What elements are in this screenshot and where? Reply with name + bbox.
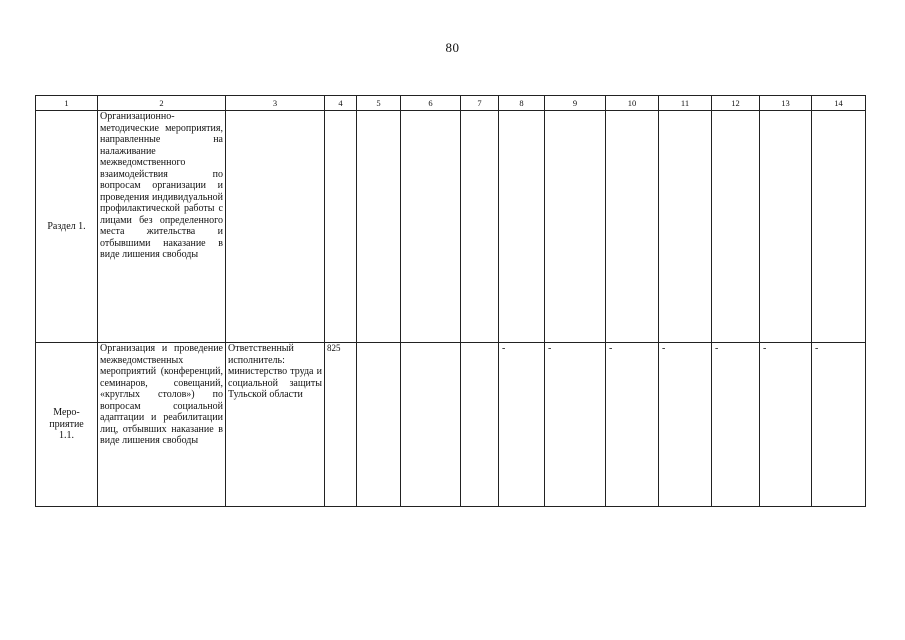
column-header: 7 — [461, 96, 499, 111]
executor-cell: Ответственный исполнитель: министерство труда и социальной защиты Тульской области — [226, 343, 325, 507]
column-header: 12 — [712, 96, 760, 111]
column-header: 11 — [659, 96, 712, 111]
value-cell: - — [760, 343, 812, 507]
value-cell — [325, 111, 357, 343]
value-cell — [357, 111, 401, 343]
value-cell — [401, 111, 461, 343]
column-header: 1 — [36, 96, 98, 111]
column-header: 2 — [98, 96, 226, 111]
column-header: 13 — [760, 96, 812, 111]
column-header: 14 — [812, 96, 866, 111]
value-cell — [712, 111, 760, 343]
column-header: 6 — [401, 96, 461, 111]
column-header: 4 — [325, 96, 357, 111]
value-cell — [812, 111, 866, 343]
column-number-row — [36, 96, 866, 111]
column-header: 8 — [499, 96, 545, 111]
measure-label-line: приятие — [49, 418, 84, 430]
value-cell — [357, 343, 401, 507]
column-header: 10 — [606, 96, 659, 111]
executor-cell — [226, 111, 325, 343]
page-number: 80 — [445, 40, 460, 55]
measure-label-line: Меро- — [53, 407, 80, 419]
value-cell — [606, 111, 659, 343]
value-cell — [499, 111, 545, 343]
value-cell: - — [659, 343, 712, 507]
value-cell — [760, 111, 812, 343]
value-cell: - — [812, 343, 866, 507]
value-cell: - — [545, 343, 606, 507]
value-cell — [461, 111, 499, 343]
value-cell — [401, 343, 461, 507]
value-cell: - — [499, 343, 545, 507]
section-label: Раздел 1. — [36, 111, 98, 343]
value-cell — [461, 343, 499, 507]
value-cell: - — [712, 343, 760, 507]
section-description: Организационно-методические мероприятия, направленные на налаживание межведомственного взаимодействия по вопросам организации и проведения индивидуальной профилактической работы с лицами без определенного места жительства и отбывшими наказание в виде лишения свободы — [98, 111, 226, 343]
measure-label-line: 1.1. — [59, 430, 74, 442]
value-cell: - — [606, 343, 659, 507]
table-row-measure — [36, 343, 866, 507]
value-cell — [545, 111, 606, 343]
program-table — [35, 95, 866, 507]
column-header: 3 — [226, 96, 325, 111]
measure-label — [36, 343, 98, 507]
measure-description: Организация и проведение межведомственных мероприятий (конференций, семинаров, совещаний, «круглых столов») по вопросам социальной адаптации и реабилитации лиц, отбывших наказание в виде лишения свободы — [98, 343, 226, 507]
table-row-section — [36, 111, 866, 343]
column-header: 5 — [357, 96, 401, 111]
column-header: 9 — [545, 96, 606, 111]
value-cell — [659, 111, 712, 343]
value-cell: 825 — [325, 343, 357, 507]
